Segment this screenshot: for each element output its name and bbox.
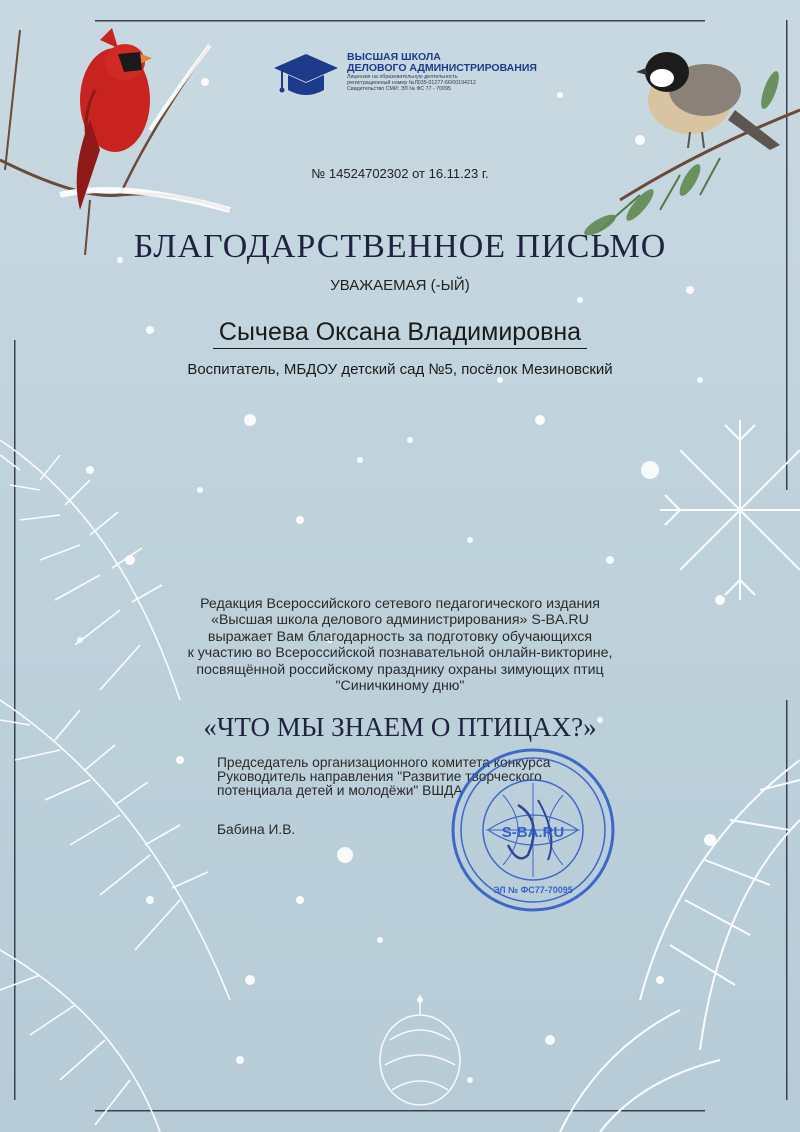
document-title: БЛАГОДАРСТВЕННОЕ ПИСЬМО bbox=[133, 228, 667, 265]
chickadee-bird bbox=[636, 52, 780, 150]
body-line: посвящённой российскому празднику охраны зимующих птиц bbox=[196, 661, 604, 678]
document-number: № 14524702302 от 16.11.23 г. bbox=[311, 166, 489, 181]
event-title: «ЧТО МЫ ЗНАЕМ О ПТИЦАХ?» bbox=[203, 712, 597, 742]
school-logo bbox=[272, 50, 542, 110]
body-line: Редакция Всероссийского сетевого педагогического издания bbox=[200, 596, 600, 612]
recipient-name-wrap bbox=[0, 318, 800, 349]
logo-name-line2: ДЕЛОВОГО АДМИНИСТРИРОВАНИЯ bbox=[347, 62, 537, 74]
logo-text bbox=[347, 52, 547, 92]
graduation-cap-icon bbox=[272, 52, 340, 104]
signature-line: Председатель организационного комитета конкурса bbox=[217, 755, 551, 770]
signature-line: потенциала детей и молодёжи" ВШДА bbox=[217, 783, 463, 799]
signer-name: Бабина И.В. bbox=[217, 822, 296, 837]
body-line: выражает Вам благодарность за подготовку обучающихся bbox=[207, 628, 593, 645]
recipient-name: Сычева Оксана Владимировна bbox=[213, 318, 587, 349]
stamp-center-text: S-BA.RU bbox=[501, 824, 565, 841]
stamp-bottom-text: ЭЛ № ФС77-70095 bbox=[493, 885, 573, 895]
greeting: УВАЖАЕМАЯ (-ЫЙ) bbox=[330, 277, 470, 294]
official-stamp bbox=[448, 745, 618, 915]
cardinal-bird bbox=[77, 28, 152, 210]
chickadee-branch bbox=[581, 52, 800, 239]
pine-cone bbox=[380, 995, 460, 1105]
recipient-position: Воспитатель, МБДОУ детский сад №5, посёлок Мезиновский bbox=[187, 361, 613, 378]
cardinal-branch bbox=[0, 28, 230, 255]
body-line: к участию во Всероссийской познавательной онлайн-викторине, bbox=[187, 645, 613, 662]
logo-license-line1: Лицензия на образовательную деятельность bbox=[347, 74, 458, 80]
fir-branches-left bbox=[0, 440, 230, 1132]
logo-license-line2: регистрационный номер №Л035-01277-66/00194212 bbox=[347, 80, 476, 86]
signature-line: Руководитель направления "Развитие творческого bbox=[217, 769, 542, 785]
body-line: "Синичкиному дню" bbox=[335, 678, 465, 695]
frame-lines bbox=[14, 20, 788, 1112]
body-line: «Высшая школа делового администрирования» S-BA.RU bbox=[211, 612, 589, 629]
logo-name-line1: ВЫСШАЯ ШКОЛА bbox=[347, 51, 441, 63]
logo-license-line3: Свидетельство СМИ: ЭЛ № ФС 77 - 70095 bbox=[347, 86, 452, 92]
body-text bbox=[0, 596, 800, 694]
